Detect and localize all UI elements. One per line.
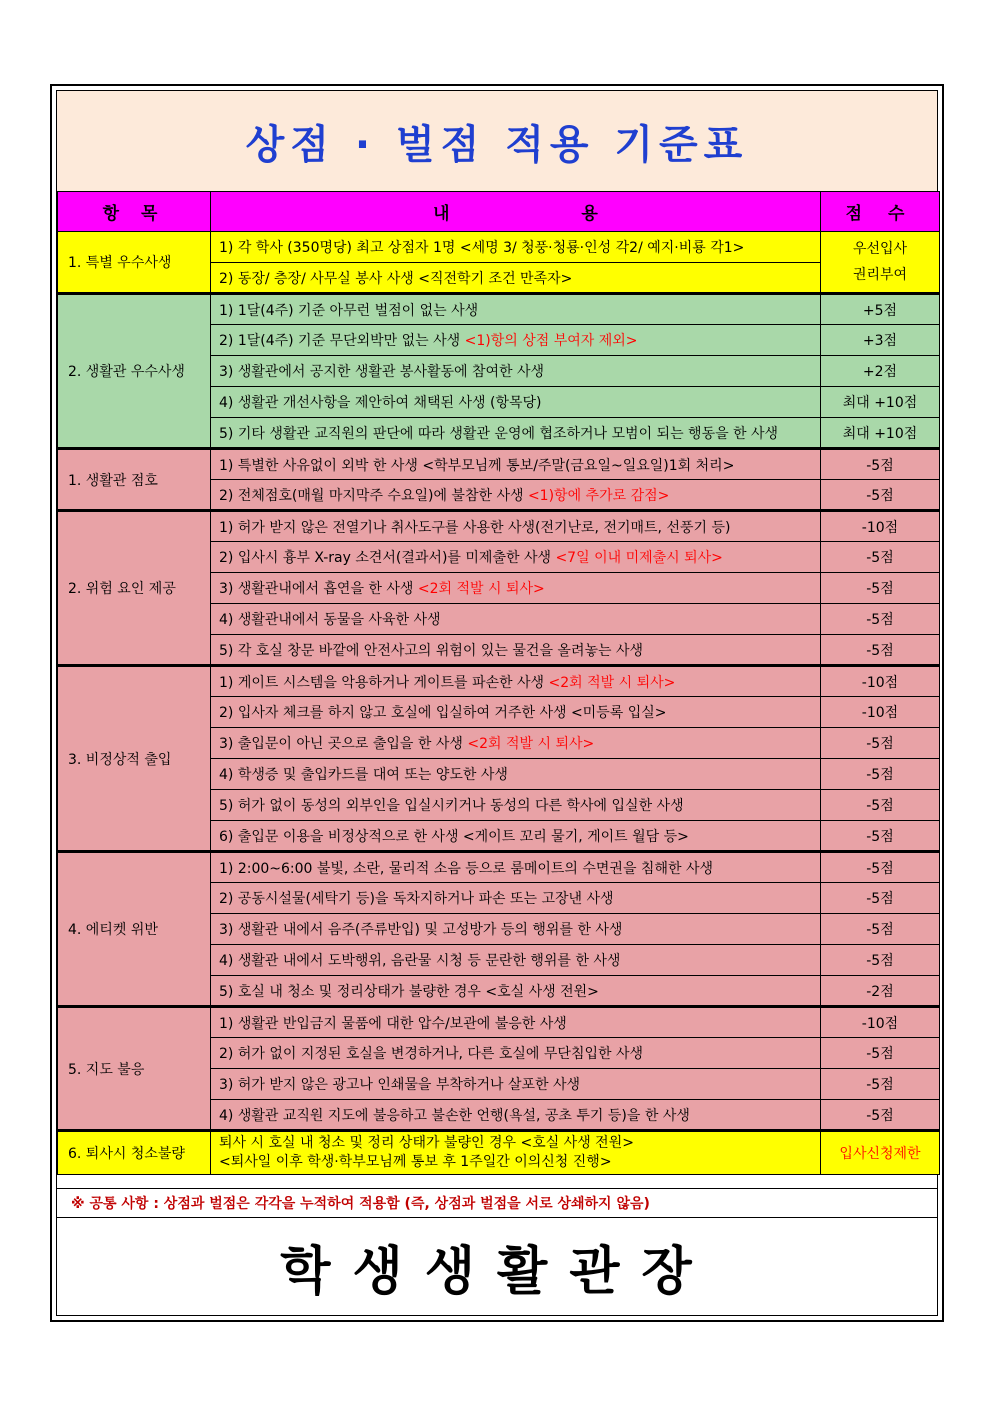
item-text: 1) 1달(4주) 기준 아무런 벌점이 없는 사생 <box>219 302 479 319</box>
header-item: 항 목 <box>58 192 211 232</box>
item-text: 5) 허가 없이 동성의 외부인을 입실시키거나 동성의 다른 학사에 입실한 사생 <box>219 798 684 814</box>
score-cell: -5점 <box>821 449 940 480</box>
item-text-cell <box>211 325 821 356</box>
score-cell: -5점 <box>821 635 940 666</box>
item-note-red: <7일 이내 미제출시 퇴사> <box>555 550 723 566</box>
footer <box>57 1217 937 1315</box>
item-text-cell <box>211 666 821 697</box>
table-row <box>58 1007 940 1038</box>
item-text: 5) 호실 내 청소 및 정리상태가 불량한 경우 <호실 사생 전원> <box>219 983 599 1000</box>
item-text-cell <box>211 232 821 263</box>
score-cell: -5점 <box>821 759 940 790</box>
table-row <box>58 666 940 697</box>
category-cell: 4. 에티켓 위반 <box>58 852 211 1007</box>
item-text: 3) 출입문이 아닌 곳으로 출입을 한 사생 <box>219 736 468 752</box>
inner-frame <box>56 90 938 1316</box>
score-cell: -5점 <box>821 1069 940 1100</box>
score-cell: 우선입사 권리부여 <box>821 232 940 294</box>
item-text: 6) 출입문 이용을 비정상적으로 한 사생 <게이트 꼬리 물기, 게이트 월담 등> <box>219 828 689 845</box>
item-text-cell <box>211 573 821 604</box>
category-cell: 1. 생활관 점호 <box>58 449 211 511</box>
score-cell: 최대 +10점 <box>821 418 940 449</box>
header-row <box>58 192 940 232</box>
common-note: ※ 공통 사항 : 상점과 벌점은 각각을 누적하여 적용함 (즉, 상점과 벌점을 서로 상쇄하지 않음) <box>57 1188 937 1218</box>
score-cell: +5점 <box>821 294 940 325</box>
item-text: 3) 허가 받지 않은 광고나 인쇄물을 부착하거나 살포한 사생 <box>219 1077 581 1093</box>
item-text-cell <box>211 511 821 542</box>
item-text-cell <box>211 852 821 883</box>
score-cell: -5점 <box>821 542 940 573</box>
item-text: 4) 생활관 개선사항을 제안하여 채택된 사생 (항목당) <box>219 395 542 411</box>
score-cell: -5점 <box>821 728 940 759</box>
page-frame <box>50 84 944 1322</box>
item-text-cell <box>211 263 821 294</box>
item-text-cell <box>211 883 821 914</box>
header-score: 점 수 <box>821 192 940 232</box>
item-text-cell <box>211 728 821 759</box>
table-body <box>58 232 940 1175</box>
score-cell: -5점 <box>821 1100 940 1131</box>
score-cell: -5점 <box>821 573 940 604</box>
item-text-cell <box>211 821 821 852</box>
category-cell: 3. 비정상적 출입 <box>58 666 211 852</box>
score-cell: -10점 <box>821 697 940 728</box>
item-text-cell <box>211 356 821 387</box>
table-row <box>58 852 940 883</box>
category-cell: 6. 퇴사시 청소불량 <box>58 1131 211 1175</box>
category-cell: 2. 위험 요인 제공 <box>58 511 211 666</box>
item-text: 2) 입사자 체크를 하지 않고 호실에 입실하여 거주한 사생 <미등록 입실> <box>219 705 667 721</box>
item-text: 4) 생활관내에서 동물을 사육한 사생 <box>219 612 441 628</box>
item-text: 1) 2:00~6:00 불빛, 소란, 물리적 소음 등으로 룸메이트의 수면권을 침해한 사생 <box>219 860 714 877</box>
item-text-cell <box>211 1038 821 1069</box>
item-text: 2) 공동시설물(세탁기 등)을 독차지하거나 파손 또는 고장낸 사생 <box>219 891 614 907</box>
score-cell: -10점 <box>821 511 940 542</box>
item-text: 2) 전체점호(매월 마지막주 수요일)에 불참한 사생 <box>219 487 528 504</box>
item-note-red: <2회 적발 시 퇴사> <box>417 581 545 597</box>
item-text: 1) 각 학사 (350명당) 최고 상점자 1명 <세명 3/ 청풍·청룡·인성 각2/ 예지·비룡 각1> <box>219 240 745 256</box>
category-cell: 5. 지도 불응 <box>58 1007 211 1131</box>
item-note-red: <2회 적발 시 퇴사> <box>467 736 595 752</box>
score-cell: -5점 <box>821 480 940 511</box>
item-note-red: <1)항에 추가로 감점> <box>527 487 670 504</box>
category-cell: 1. 특별 우수사생 <box>58 232 211 294</box>
score-cell: 입사신청제한 <box>821 1131 940 1175</box>
item-note-red: <1)항의 상점 부여자 제외> <box>464 333 638 349</box>
score-cell: -5점 <box>821 790 940 821</box>
score-cell: -5점 <box>821 1038 940 1069</box>
category-cell: 2. 생활관 우수사생 <box>58 294 211 449</box>
score-cell: -5점 <box>821 821 940 852</box>
table-row <box>58 232 940 263</box>
item-text: 1) 허가 받지 않은 전열기나 취사도구를 사용한 사생(전기난로, 전기매트, 선풍기 등) <box>219 519 731 536</box>
item-text-cell <box>211 387 821 418</box>
item-text-cell <box>211 945 821 976</box>
score-cell: -5점 <box>821 945 940 976</box>
item-text-cell <box>211 759 821 790</box>
item-text-cell <box>211 914 821 945</box>
table-row <box>58 511 940 542</box>
score-cell: -5점 <box>821 914 940 945</box>
item-text-cell <box>211 1007 821 1038</box>
score-cell: -10점 <box>821 1007 940 1038</box>
item-text: 2) 동장/ 층장/ 사무실 봉사 사생 <직전학기 조건 만족자> <box>219 270 573 287</box>
page-title: 상점 · 벌점 적용 기준표 <box>245 121 749 168</box>
item-text-cell <box>211 604 821 635</box>
item-text: 5) 각 호실 창문 바깥에 안전사고의 위험이 있는 물건을 올려놓는 사생 <box>219 642 644 659</box>
item-text-cell <box>211 790 821 821</box>
item-text-cell <box>211 542 821 573</box>
score-cell: -5점 <box>821 852 940 883</box>
criteria-table <box>57 191 940 1175</box>
score-cell: -10점 <box>821 666 940 697</box>
score-cell: -5점 <box>821 604 940 635</box>
table-row <box>58 449 940 480</box>
item-text: 1) 게이트 시스템을 악용하거나 게이트를 파손한 사생 <box>219 674 549 691</box>
item-text-cell <box>211 480 821 511</box>
score-cell: +3점 <box>821 325 940 356</box>
item-text-cell <box>211 635 821 666</box>
score-cell: 최대 +10점 <box>821 387 940 418</box>
item-text-cell <box>211 1131 821 1175</box>
item-text: 3) 생활관내에서 흡연을 한 사생 <box>219 581 418 597</box>
item-text: 2) 허가 없이 지정된 호실을 변경하거나, 다른 호실에 무단침입한 사생 <box>219 1046 644 1062</box>
header-content-1: 내 <box>433 204 450 224</box>
item-text-cell <box>211 1069 821 1100</box>
item-text: 4) 생활관 내에서 도박행위, 음란물 시청 등 문란한 행위를 한 사생 <box>219 953 621 969</box>
item-text: 3) 생활관 내에서 음주(주류반입) 및 고성방가 등의 행위를 한 사생 <box>219 922 623 938</box>
item-text: 5) 기타 생활관 교직원의 판단에 따라 생활관 운영에 협조하거나 모범이 되는 행동을 한 사생 <box>219 425 779 442</box>
footer-signature: 학생생활관장 <box>280 1240 714 1302</box>
title-box <box>57 91 937 192</box>
score-cell: +2점 <box>821 356 940 387</box>
score-cell: -5점 <box>821 883 940 914</box>
item-text-cell <box>211 697 821 728</box>
item-text: 3) 생활관에서 공지한 생활관 봉사활동에 참여한 사생 <box>219 364 545 380</box>
item-text: 1) 생활관 반입금지 물품에 대한 압수/보관에 불응한 사생 <box>219 1015 567 1032</box>
item-text-cell <box>211 449 821 480</box>
header-content-2: 용 <box>581 204 598 224</box>
item-text-cell <box>211 294 821 325</box>
item-text-cell <box>211 976 821 1007</box>
item-text: 퇴사 시 호실 내 청소 및 정리 상태가 불량인 경우 <호실 사생 전원> <퇴사일 이후 학생·학부모님께 통보 후 1주일간 이의신청 진행> <box>219 1135 634 1170</box>
item-text: 2) 입사시 흉부 X-ray 소견서(결과서)를 미제출한 사생 <box>219 550 556 566</box>
item-text-cell <box>211 1100 821 1131</box>
item-text: 4) 학생증 및 출입카드를 대여 또는 양도한 사생 <box>219 767 508 783</box>
item-text-cell <box>211 418 821 449</box>
table-row <box>58 294 940 325</box>
item-note-red: <2회 적발 시 퇴사> <box>548 674 676 691</box>
item-text: 4) 생활관 교직원 지도에 불응하고 불손한 언행(욕설, 공초 투기 등)을 한 사생 <box>219 1107 690 1124</box>
header-content <box>211 192 821 232</box>
score-cell: -2점 <box>821 976 940 1007</box>
item-text: 1) 특별한 사유없이 외박 한 사생 <학부모님께 통보/주말(금요일~일요일)1회 처리> <box>219 457 735 474</box>
table-row <box>58 1131 940 1175</box>
item-text: 2) 1달(4주) 기준 무단외박만 없는 사생 <box>219 333 465 349</box>
